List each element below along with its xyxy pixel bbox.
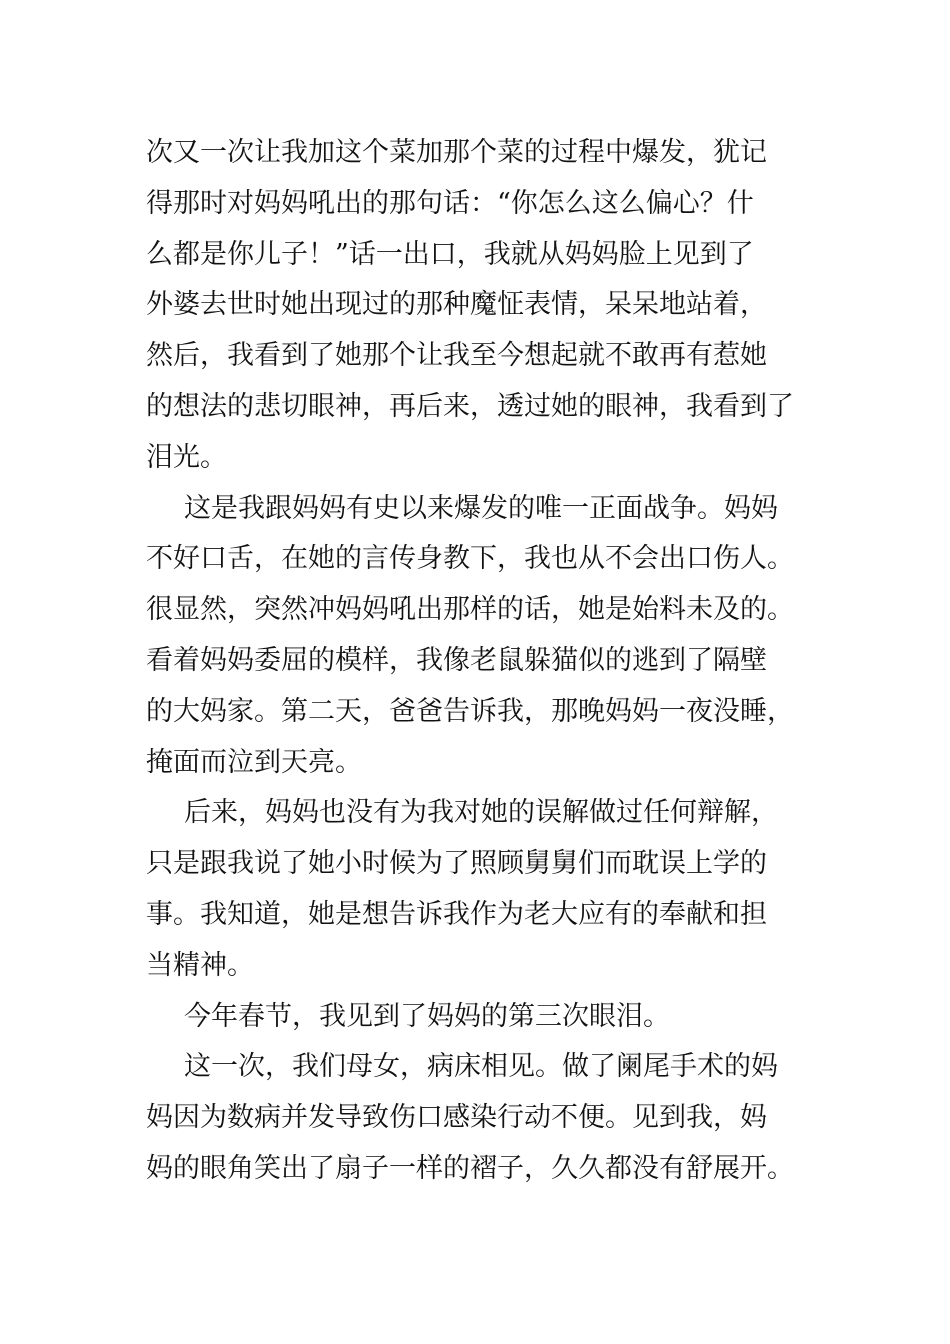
text-line: 当精神。: [146, 949, 254, 981]
text-line: 看着妈妈委屈的模样，我像老鼠躲猫似的逃到了隔壁: [146, 644, 767, 676]
text-line: 妈因为数病并发导致伤口感染行动不便。见到我，妈: [146, 1102, 767, 1134]
paragraph-first-line: 今年春节，我见到了妈妈的第三次眼泪。: [184, 1000, 670, 1032]
text-line: 不好口舌，在她的言传身教下，我也从不会出口伤人。: [146, 543, 794, 575]
text-line: 然后，我看到了她那个让我至今想起就不敢再有惹她: [146, 340, 767, 372]
text-line: 么都是你儿子！”话一出口，我就从妈妈脸上见到了: [146, 238, 754, 270]
text-line: 很显然，突然冲妈妈吼出那样的话，她是始料未及的。: [146, 594, 794, 626]
paragraph-first-line: 这一次，我们母女，病床相见。做了阑尾手术的妈: [184, 1051, 778, 1083]
text-line: 妈的眼角笑出了扇子一样的褶子，久久都没有舒展开。: [146, 1152, 794, 1184]
text-line: 外婆去世时她出现过的那种魔怔表情，呆呆地站着，: [146, 289, 767, 321]
text-line: 得那时对妈妈吼出的那句话：“你怎么这么偏心？什: [146, 187, 754, 219]
text-line: 的想法的悲切眼神，再后来，透过她的眼神，我看到了: [146, 390, 794, 422]
text-line: 的大妈家。第二天，爸爸告诉我，那晚妈妈一夜没睡，: [146, 695, 794, 727]
paragraph-first-line: 这是我跟妈妈有史以来爆发的唯一正面战争。妈妈: [184, 492, 778, 524]
text-line: 泪光。: [146, 441, 227, 473]
text-line: 只是跟我说了她小时候为了照顾舅舅们而耽误上学的: [146, 848, 767, 880]
text-line: 事。我知道，她是想告诉我作为老大应有的奉献和担: [146, 898, 767, 930]
text-line: 掩面而泣到天亮。: [146, 746, 362, 778]
paragraph-first-line: 后来，妈妈也没有为我对她的误解做过任何辩解，: [184, 797, 778, 829]
text-line: 次又一次让我加这个菜加那个菜的过程中爆发，犹记: [146, 137, 767, 168]
document-body: [146, 128, 826, 1195]
